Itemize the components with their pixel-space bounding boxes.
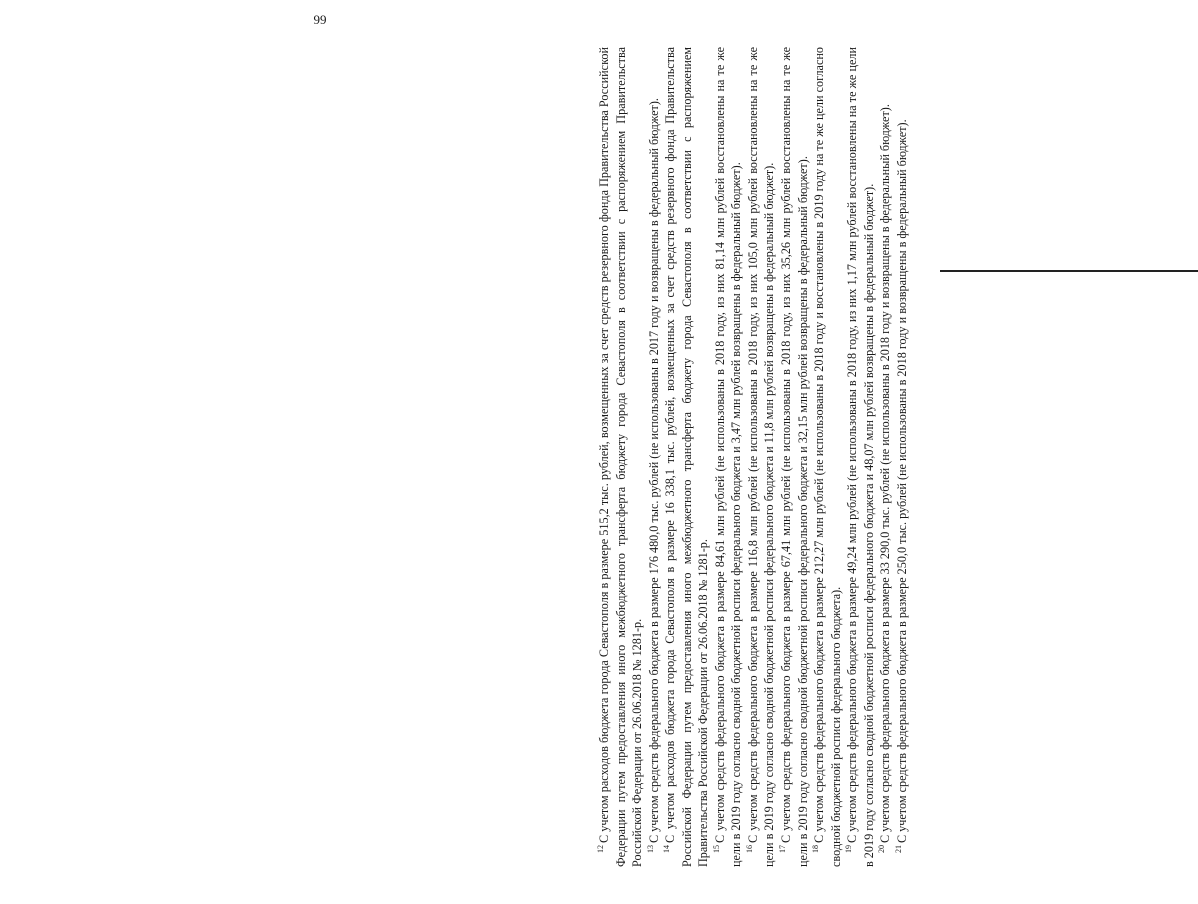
footnote-text: С учетом расходов бюджета города Севастополя в размере 515,2 тыс. рублей, возмещенных за счет средств резервного фонда Правительства Российской Федерации путем предоставления иного межбюджетного трансферта бюджету города Севастополя в соответствии с распоряжением Правительства Российской Федерации от 26.06.2018 № 1281-р. xyxy=(597,47,645,867)
footnote-text: С учетом средств федерального бюджета в размере 67,41 млн рублей (не использованы в 2018 году, из них 35,26 млн рублей восстановлены на те же цели в 2019 году согласно сводной бюджетной росписи федерального бюджета и 32,15 млн рублей возвращены в федеральный бюджет). xyxy=(779,47,810,867)
footnote xyxy=(894,47,911,867)
footnote xyxy=(877,47,894,867)
footnote-text: С учетом средств федерального бюджета в размере 116,8 млн рублей (не использованы в 2018 году, из них 105,0 млн рублей восстановлены на те же цели в 2019 году согласно сводной бюджетной росписи федерального бюджета и 11,8 млн рублей возвращены в федеральный бюджет). xyxy=(745,47,777,867)
footnote xyxy=(662,47,712,867)
footnote-text: С учетом расходов бюджета города Севастополя в размере 16 338,1 тыс. рублей, возмещенных за счет средств резервного фонда Правительства Российской Федерации путем предоставления иного межбюджетного трансферта бюджету города Севастополя в соответствии с распоряжением Правительства Российской Федерации от 26.06.2018 № 1281-р. xyxy=(663,47,711,867)
footnote-text: С учетом средств федерального бюджета в размере 212,27 млн рублей (не использованы в 2018 году и восстановлены в 2019 году на те же цели согласно сводной бюджетной росписи федерального бюджета). xyxy=(812,47,843,867)
footnote xyxy=(596,47,646,867)
footnote xyxy=(844,47,877,867)
footnote-text: С учетом средств федерального бюджета в размере 33 290,0 тыс. рублей (не использованы в 2018 году и возвращены в федеральный бюджет). xyxy=(878,104,893,843)
footnote-number: 19 xyxy=(844,845,854,853)
footnote-number: 12 xyxy=(595,845,605,853)
footnote-text: С учетом средств федерального бюджета в размере 49,24 млн рублей (не использованы в 2018 году, из них 1,17 млн рублей восстановлены на те же цели в 2019 году согласно сводной бюджетной росписи федерального бюджета и 48,07 млн рублей возвращены в федеральный бюджет). xyxy=(845,47,876,867)
footnote xyxy=(712,47,745,867)
rotated-page-content xyxy=(588,45,1148,875)
footnote xyxy=(811,47,844,867)
footnote-number: 13 xyxy=(645,845,655,853)
footnote xyxy=(745,47,778,867)
footnote-number: 20 xyxy=(877,845,887,853)
footnote-number: 16 xyxy=(744,845,754,853)
footnote-number: 18 xyxy=(811,845,821,853)
footnote-number: 21 xyxy=(893,845,903,853)
footnote xyxy=(778,47,811,867)
footnote-number: 17 xyxy=(777,845,787,853)
footnote-separator-rule xyxy=(940,270,1198,272)
footnote-number: 15 xyxy=(711,845,721,853)
footnote xyxy=(646,47,663,867)
footnote-number: 14 xyxy=(662,845,672,853)
page-number: 99 xyxy=(313,12,327,27)
footnotes-block xyxy=(596,47,910,867)
footnote-text: С учетом средств федерального бюджета в размере 84,61 млн рублей (не использованы в 2018 году, из них 81,14 млн рублей восстановлены на те же цели в 2019 году согласно сводной бюджетной росписи федерального бюджета и 3,47 млн рублей возвращены в федеральный бюджет). xyxy=(712,47,744,867)
footnote-text: С учетом средств федерального бюджета в размере 250,0 тыс. рублей (не использованы в 2018 году и возвращены в федеральный бюджет). xyxy=(894,119,909,843)
footnote-text: С учетом средств федерального бюджета в размере 176 480,0 тыс. рублей (не использованы в 2017 году и возвращены в федеральный бюджет). xyxy=(646,98,661,843)
